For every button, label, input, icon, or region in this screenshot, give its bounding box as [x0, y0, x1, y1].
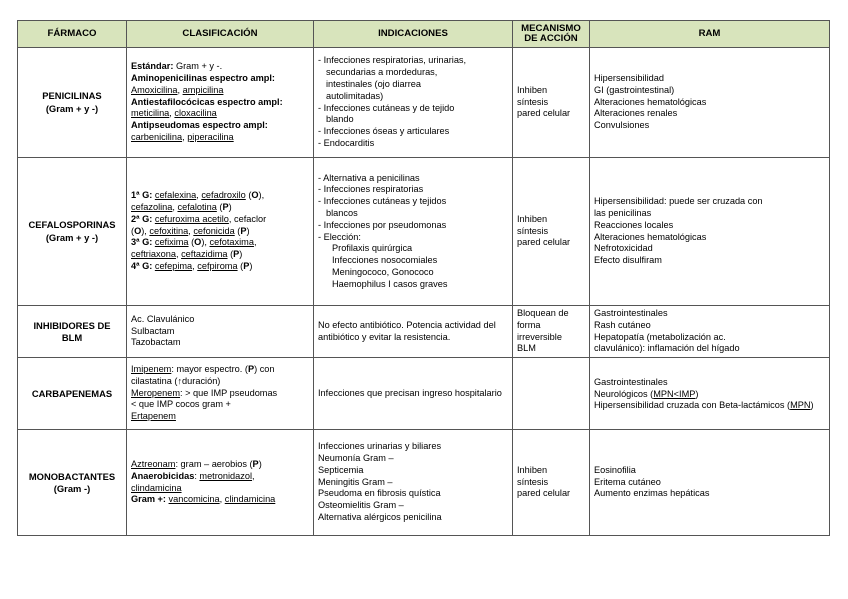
- ram-line: Alteraciones renales: [594, 108, 678, 119]
- mecanismo-line: Inhiben: [517, 464, 548, 475]
- drug-name-cell: [18, 306, 127, 358]
- indicacion-line: - Infecciones óseas y articulares: [318, 126, 450, 137]
- drug-link: cefalexina: [154, 190, 197, 201]
- label: Gram +:: [131, 494, 166, 505]
- ram-underlined: MPN: [790, 399, 811, 410]
- label: Aminopenicilinas espectro ampl:: [131, 73, 275, 84]
- drug-link: cefoxitina: [149, 225, 189, 236]
- label: Estándar:: [131, 61, 174, 72]
- mecanismo-line: irreversible: [517, 331, 562, 342]
- header-indicaciones: INDICACIONES: [314, 21, 513, 48]
- drug-link: Meropenem: [131, 387, 181, 398]
- route-parenteral: P: [247, 364, 255, 375]
- drug-link: clindamicina: [224, 494, 276, 505]
- header-clasificacion: CLASIFICACIÓN: [127, 21, 314, 48]
- route-oral: O: [251, 190, 259, 201]
- indicacion-line: Infecciones nosocomiales: [332, 255, 438, 266]
- drug-link: cefonicida: [193, 225, 235, 236]
- indicacion-line: - Infecciones cutáneas y tejidos: [318, 196, 447, 207]
- drug-link: vancomicina: [168, 494, 220, 505]
- drug-link: cloxacilina: [174, 108, 217, 119]
- ram-cell: [590, 48, 830, 158]
- drug-link: carbenicilina: [131, 131, 183, 142]
- sep: ,: [252, 470, 255, 481]
- sep: ,: [169, 108, 175, 119]
- mecanismo-line: síntesis: [517, 225, 549, 236]
- drug-name: CEFALOSPORINAS: [28, 219, 116, 231]
- drug-text: cilastatina (↑duración): [131, 375, 221, 386]
- indicacion-line: Osteomielitis Gram –: [318, 500, 404, 511]
- indicacion-text: No efecto antibiótico. Potencia actividad del antibiótico y evitar la resistencia.: [318, 319, 496, 342]
- drug-link: cefepima: [154, 260, 193, 271]
- ram-line: Convulsiones: [594, 120, 650, 131]
- drug-text: , cefaclor: [228, 213, 267, 224]
- row-inhibidores: [18, 306, 830, 358]
- indicaciones-cell: [314, 358, 513, 430]
- ram-line: Nefrotoxicidad: [594, 243, 653, 254]
- indicaciones-cell: [314, 158, 513, 306]
- clasificacion-cell: [127, 358, 314, 430]
- drug-link: metronidazol: [199, 470, 253, 481]
- clasificacion-cell: [127, 48, 314, 158]
- drug-name: MONOBACTANTES: [28, 470, 116, 482]
- drug-text: : mayor espectro. (: [171, 364, 248, 375]
- drug-gram: (Gram -): [53, 482, 91, 494]
- drug-link: cefadroxilo: [201, 190, 246, 201]
- ram-line: Gastrointestinales: [594, 376, 668, 387]
- indicacion-line: Alternativa alérgicos penicilina: [318, 511, 442, 522]
- drug-link: piperacilina: [187, 131, 234, 142]
- drug-text: Sulbactam: [131, 325, 175, 336]
- clasificacion-cell: [127, 430, 314, 536]
- indicacion-line: - Infecciones respiratorias, urinarias,: [318, 55, 467, 66]
- drug-name-cell: [18, 358, 127, 430]
- header-row: [18, 21, 830, 48]
- drug-text: : gram – aerobios (: [175, 459, 253, 470]
- drug-gram: (Gram + y -): [45, 102, 99, 114]
- ram-line: GI (gastrointestinal): [594, 84, 675, 95]
- drug-link: cefotaxima: [209, 237, 254, 248]
- indicacion-line: Septicemia: [318, 464, 364, 475]
- drug-link: Aztreonam: [131, 459, 176, 470]
- indicacion-line: Neumonía Gram –: [318, 453, 394, 464]
- drug-link: ceftazidima: [181, 249, 228, 260]
- ram-text: Hipersensibilidad cruzada con Beta-lactámicos (: [594, 399, 791, 410]
- route-parenteral: P: [252, 459, 259, 470]
- ram-cell: [590, 430, 830, 536]
- mecanismo-line: síntesis: [517, 96, 549, 107]
- row-penicilinas: [18, 48, 830, 158]
- mecanismo-line: Inhiben: [517, 84, 548, 95]
- indicaciones-cell: [314, 48, 513, 158]
- drug-name-cell: [18, 48, 127, 158]
- label: Antipseudomas espectro ampl:: [131, 120, 268, 131]
- drug-name-cell: [18, 430, 127, 536]
- header-ram: RAM: [590, 21, 830, 48]
- drug-link: Amoxicilina: [131, 84, 178, 95]
- drug-link: meticilina: [131, 108, 170, 119]
- sep: ,: [182, 131, 188, 142]
- clasificacion-cell: 1ª G: cefalexina, cefadroxilo (O), cefazolina, cefalotina (P) 2ª G: cefuroxima acetilo, cefaclor (O), cefoxitina, cefonicida (P) 3ª G: cefixima (O), cefotaxima, ceftriaxona, ceftazidima (P) 4ª G: cefepima, cefpiroma (P): [127, 158, 314, 306]
- indicacion-text: Infecciones que precisan ingreso hospitalario: [318, 387, 502, 398]
- drug-link: cefuroxima acetilo: [154, 213, 229, 224]
- indicacion-line: - Infecciones cutáneas y de tejido: [318, 102, 455, 113]
- route-parenteral: P: [222, 202, 229, 213]
- mecanismo-line: pared celular: [517, 488, 571, 499]
- ram-line: Hipersensibilidad: [594, 73, 664, 84]
- header-farmaco: FÁRMACO: [18, 21, 127, 48]
- sep: ,: [219, 494, 225, 505]
- drug-text: ) con: [254, 364, 275, 375]
- mecanismo-cell: [513, 430, 590, 536]
- ram-line: Hepatopatía (metabolización ac.: [594, 331, 726, 342]
- ram-line: Eosinofilia: [594, 464, 636, 475]
- ram-line: Alteraciones hematológicas: [594, 231, 707, 242]
- drug-link: cefalotina: [177, 202, 217, 213]
- ram-line: Rash cutáneo: [594, 319, 651, 330]
- indicacion-line: intestinales (ojo diarrea: [326, 78, 421, 89]
- ram-text: ): [810, 399, 814, 410]
- mecanismo-line: BLM: [517, 343, 536, 354]
- route-parenteral: P: [240, 225, 247, 236]
- sep: :: [194, 470, 200, 481]
- generation-label: 1ª G:: [131, 190, 153, 201]
- ram-line: Reacciones locales: [594, 219, 674, 230]
- ram-cell: [590, 358, 830, 430]
- indicacion-line: - Endocarditis: [318, 137, 375, 148]
- ram-cell: [590, 158, 830, 306]
- drug-link: cefixima: [154, 237, 189, 248]
- drug-link: cefpiroma: [197, 260, 238, 271]
- drug-name: PENICILINAS: [42, 90, 102, 102]
- indicaciones-cell: [314, 430, 513, 536]
- indicacion-line: - Infecciones por pseudomonas: [318, 219, 447, 230]
- ram-text: Neurológicos (: [594, 388, 654, 399]
- header-mecanismo-line2: DE ACCIÓN: [524, 33, 578, 44]
- indicacion-line: blando: [326, 114, 354, 125]
- header-mecanismo: [513, 21, 590, 48]
- row-cefalosporinas: [18, 158, 830, 306]
- clasificacion-cell: [127, 306, 314, 358]
- text: Gram + y -.: [173, 61, 223, 72]
- mecanismo-line: pared celular: [517, 237, 571, 248]
- indicacion-line: Meningitis Gram –: [318, 476, 393, 487]
- indicacion-line: - Alternativa a penicilinas: [318, 172, 420, 183]
- indicacion-line: Infecciones urinarias y biliares: [318, 441, 442, 452]
- ram-cell: [590, 306, 830, 358]
- generation-label: 3ª G:: [131, 237, 153, 248]
- ram-line: Eritema cutáneo: [594, 476, 661, 487]
- mecanismo-cell: [513, 48, 590, 158]
- drug-text: < que IMP cocos gram +: [131, 399, 231, 410]
- header-mecanismo-line1: MECANISMO: [521, 22, 581, 34]
- drug-link: ampicilina: [182, 84, 224, 95]
- route-oral: O: [194, 237, 202, 248]
- label: Antiestafilocócicas espectro ampl:: [131, 96, 283, 107]
- indicacion-line: blancos: [326, 207, 358, 218]
- ram-line: Hipersensibilidad: puede ser cruzada con: [594, 196, 763, 207]
- indicacion-line: Pseudoma en fibrosis quística: [318, 488, 441, 499]
- sep: ,: [177, 84, 183, 95]
- mecanismo-cell: [513, 358, 590, 430]
- mecanismo-line: pared celular: [517, 108, 571, 119]
- drug-link: ceftriaxona: [131, 249, 176, 260]
- generation-label: 4ª G:: [131, 260, 153, 271]
- indicacion-line: secundarias a mordeduras,: [326, 67, 438, 78]
- ram-line: Efecto disulfiram: [594, 255, 662, 266]
- ram-text: ): [695, 388, 699, 399]
- ram-line: Aumento enzimas hepáticas: [594, 488, 710, 499]
- indicacion-line: Meningococo, Gonococo: [332, 266, 434, 277]
- row-monobactantes: [18, 430, 830, 536]
- route-parenteral: P: [233, 249, 240, 260]
- drug-link: Ertapenem: [131, 411, 176, 422]
- drug-link: clindamicina: [131, 482, 182, 493]
- drug-text: : > que IMP pseudomas: [180, 387, 278, 398]
- mecanismo-line: forma: [517, 319, 541, 330]
- route-parenteral: P: [243, 260, 250, 271]
- drug-text: Tazobactam: [131, 337, 181, 348]
- ram-underlined: MPN<IMP: [653, 388, 696, 399]
- indicacion-line: Profilaxis quirúrgica: [332, 243, 413, 254]
- mecanismo-line: Bloquean de: [517, 308, 569, 318]
- drug-name: INHIBIDORES DE: [33, 319, 111, 331]
- mecanismo-cell: [513, 306, 590, 358]
- label: Anaerobicidas: [131, 470, 195, 481]
- drug-gram: (Gram + y -): [45, 231, 99, 243]
- generation-label: 2ª G:: [131, 213, 153, 224]
- ram-line: las penicilinas: [594, 207, 652, 218]
- indicacion-line: - Infecciones respiratorias: [318, 184, 424, 195]
- indicacion-line: autolimitadas): [326, 90, 384, 101]
- drug-name: CARBAPENEMAS: [31, 387, 113, 399]
- drug-name: BLM: [61, 331, 83, 343]
- mecanismo-line: síntesis: [517, 476, 549, 487]
- drug-text: ): [258, 459, 262, 470]
- drug-text: Ac. Clavulánico: [131, 313, 195, 324]
- drug-name-cell: [18, 158, 127, 306]
- mecanismo-cell: [513, 158, 590, 306]
- row-carbapenemas: [18, 358, 830, 430]
- ram-line: Gastrointestinales: [594, 308, 668, 318]
- drug-link: Imipenem: [131, 364, 172, 375]
- indicacion-line: Haemophilus I casos graves: [332, 278, 448, 289]
- mecanismo-line: Inhiben: [517, 213, 548, 224]
- indicacion-line: - Elección:: [318, 231, 361, 242]
- route-oral: O: [134, 225, 142, 236]
- antibiotics-table: [17, 20, 830, 536]
- drug-link: cefazolina: [131, 202, 173, 213]
- indicaciones-cell: [314, 306, 513, 358]
- ram-line: Alteraciones hematológicas: [594, 96, 707, 107]
- ram-line: clavulánico): inflamación del hígado: [594, 343, 740, 354]
